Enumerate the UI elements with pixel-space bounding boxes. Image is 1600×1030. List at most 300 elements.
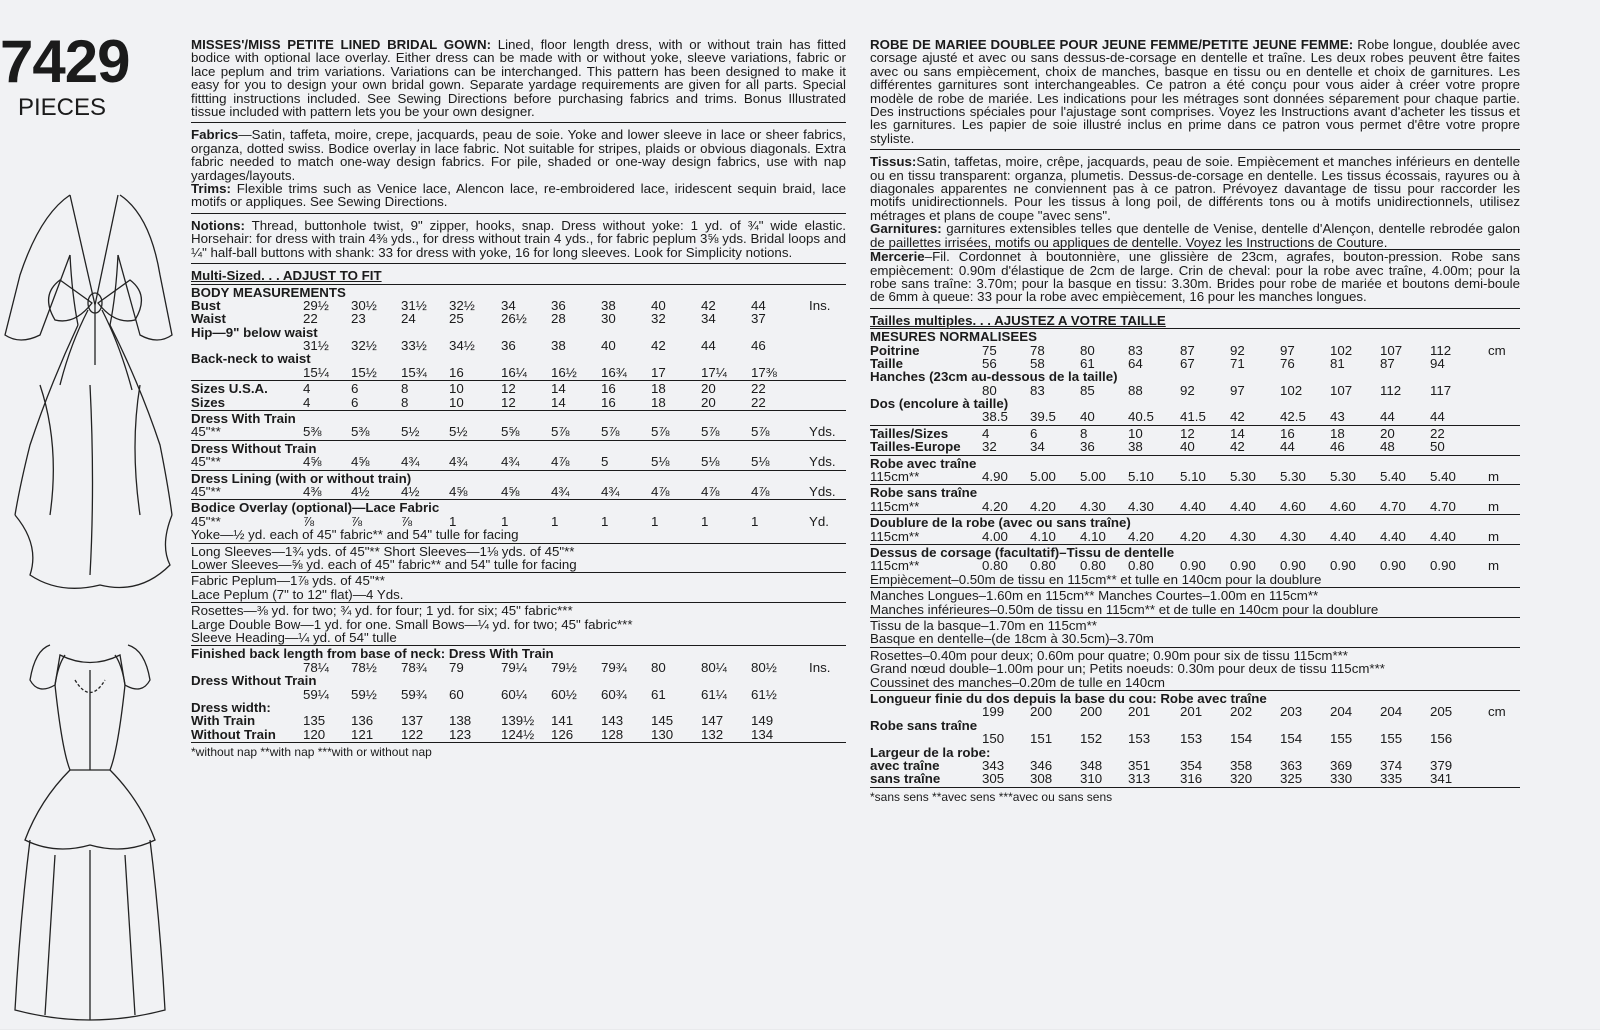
size-value: 0.90 [1230, 558, 1256, 574]
size-value: 135 [303, 713, 326, 729]
size-value: 5 [601, 454, 609, 470]
sizes-table [191, 382, 846, 411]
row-label: 45"** [191, 424, 221, 440]
size-value: 32½ [351, 338, 377, 354]
size-value: 38 [1128, 439, 1143, 455]
lining-yardage [191, 472, 846, 501]
size-value: 78 [1030, 342, 1045, 358]
size-row [191, 425, 846, 438]
size-value: 60½ [551, 686, 577, 702]
size-value: 141 [551, 713, 574, 729]
size-value: 34 [501, 297, 516, 313]
fr-description-block [870, 38, 1520, 150]
overlay-yardage [191, 501, 846, 543]
size-value: 4.00 [982, 528, 1008, 544]
text-line: Garnitures: [870, 221, 942, 237]
size-value: 4⅝ [449, 483, 468, 499]
size-value: 4.90 [982, 469, 1008, 485]
size-value: 17¼ [701, 364, 727, 380]
size-value: ⅞ [351, 513, 363, 529]
text-line: BODY MEASUREMENTS [191, 284, 346, 300]
size-value: 369 [1330, 757, 1353, 773]
size-value: 139½ [501, 713, 535, 729]
size-value: 44 [701, 338, 716, 354]
bust-row [191, 299, 846, 312]
size-value: 4.40 [1430, 528, 1456, 544]
size-value: 1 [701, 513, 709, 529]
size-value: 0.80 [1080, 558, 1106, 574]
size-value: 107 [1330, 382, 1353, 398]
text-line: Dress Lining (with or without train) [191, 470, 412, 486]
text-line: Robe sans traîne [870, 485, 978, 501]
size-value: 16¾ [601, 364, 627, 380]
size-value: 32½ [449, 297, 475, 313]
size-value: 5⅝ [501, 424, 520, 440]
text-line: Robe avec traîne [870, 455, 977, 471]
size-value: 205 [1430, 704, 1453, 720]
text-line: Dress Without Train [191, 673, 317, 689]
text-line: Yoke—½ yd. each of 45" fabric** and 54" tulle for facing [191, 527, 519, 543]
size-value: 31½ [401, 297, 427, 313]
size-value: 4¾ [401, 454, 420, 470]
text-line: Lower Sleeves—⅝ yd. each of 45" fabric** and 54" tulle for facing [191, 556, 577, 572]
text-line: Flexible trims such as Venice lace, Alencon lace, re-embroidered lace, iridescent sequin braid, lace motifs or appliques. See Sewing Directions. [191, 181, 846, 210]
size-value: 22 [751, 394, 766, 410]
hip-label: Hip—9" below waist [191, 324, 318, 340]
size-value: 38.5 [982, 409, 1008, 425]
size-value: 4.30 [1128, 498, 1154, 514]
size-value: 17⅜ [751, 364, 777, 380]
size-value: 0.80 [982, 558, 1008, 574]
row-label: With Train [191, 713, 256, 729]
size-value: 4.10 [1080, 528, 1106, 544]
text-line: —Satin, taffeta, moire, crepe, jacquards, peau de soie. Yoke and lower sleeve in lace or sheer fabrics, organza, dotted swiss. Bodice overlay in lace fabric. Not suitable for stripes, plaids or obvious diagonals. Extra fabric needed to match one-way design fabrics. For pile, shaded or one-way design fabrics, use with nap yardages/layouts. [191, 127, 846, 183]
text-line: Satin, taffetas, moire, crêpe, jacquards, peau de soie. Empiècement et manches inférieurs en dentelle ou en tissu transparent: organza, plumetis. Dessus-de-corsage en dentelle. Les tissus écossais, rayures ou à diagonales apparentes ne conviennent pas à ce patron. Prévoyez davantage de tissu pour raccorder les motifs unidirectionnels. Pour les tissus à long poil, de différents tons ou à motifs unidirectionnels, utilisez métrages et plans de coupe "avec sens". [870, 154, 1520, 223]
size-value: 12 [501, 394, 516, 410]
size-value: 12 [501, 381, 516, 397]
size-value: 30 [601, 311, 616, 327]
size-value: 136 [351, 713, 374, 729]
size-row [870, 470, 1520, 483]
size-value: 22 [303, 311, 318, 327]
size-value: 81 [1330, 355, 1345, 371]
size-value: 5⅞ [701, 424, 720, 440]
size-value: 0.90 [1330, 558, 1356, 574]
size-value: 71 [1230, 355, 1245, 371]
size-value: 5.30 [1230, 469, 1256, 485]
size-value: 346 [1030, 757, 1053, 773]
fr-sleeves-yardage [870, 589, 1520, 618]
size-value: 97 [1230, 382, 1245, 398]
row-label: Tailles/Sizes [870, 425, 949, 441]
size-row [191, 688, 846, 701]
size-value: 38 [601, 297, 616, 313]
size-value: 379 [1430, 757, 1453, 773]
size-value: 4.20 [982, 498, 1008, 514]
text-line: Multi-Sized. . . ADJUST TO FIT [191, 268, 382, 284]
size-value: 137 [401, 713, 424, 729]
size-value: 79½ [551, 659, 577, 675]
size-value: 1 [449, 513, 457, 529]
sizes-usa-row [191, 382, 846, 395]
size-row [870, 440, 1520, 453]
size-value: 80¼ [701, 659, 727, 675]
size-value: 36 [1080, 439, 1095, 455]
size-value: 107 [1380, 342, 1403, 358]
size-row [191, 515, 846, 528]
gown-back-view-illustration [0, 185, 180, 605]
size-value: 14 [551, 394, 566, 410]
size-value: 80 [1080, 342, 1095, 358]
french-footnote: *sans sens **avec sens ***avec ou sans sens [870, 789, 1113, 804]
size-value: 4.40 [1180, 498, 1206, 514]
size-value: 60 [449, 686, 464, 702]
text-line: Finished back length from base of neck: Dress With Train [191, 646, 554, 662]
size-value: 0.90 [1380, 558, 1406, 574]
fr-body-measurements-table [870, 330, 1520, 426]
size-value: 147 [701, 713, 724, 729]
size-value: 28 [551, 311, 566, 327]
size-value: 79¼ [501, 659, 527, 675]
row-label: Sizes U.S.A. [191, 381, 268, 397]
fr-overlay-yardage [870, 546, 1520, 588]
size-value: 4⅞ [701, 483, 720, 499]
text-line: Fabric Peplum—1⅞ yds. of 45"** [191, 573, 385, 589]
text-line: Longueur finie du dos depuis la base du cou: Robe avec traîne [870, 691, 1267, 707]
size-row [191, 714, 846, 727]
fr-mercerie-block [870, 249, 1520, 309]
size-value: 40 [651, 297, 666, 313]
dress-notrain-yardage [191, 442, 846, 471]
size-value: 130 [651, 726, 674, 742]
row-label: Waist [191, 311, 226, 327]
size-value: 67 [1180, 355, 1195, 371]
size-value: 20 [1380, 425, 1395, 441]
size-value: 30½ [351, 297, 377, 313]
size-value: 4⅜ [303, 483, 322, 499]
text-line: Basque en dentelle–(de 18cm à 30.5cm)–3.70m [870, 631, 1154, 647]
size-value: 40 [601, 338, 616, 354]
size-value: 204 [1330, 704, 1353, 720]
text-line: Hanches (23cm au-dessous de la taille) [870, 369, 1118, 385]
row-label: Without Train [191, 726, 276, 742]
fr-trims-yardage [870, 649, 1520, 691]
size-value: 76 [1280, 355, 1295, 371]
text-line: Thread, buttonhole twist, 9" zipper, hooks, snap. Dress without yoke: 1 yd. of ¾" wide elastic. Horsehair: for dress with train 4⅜ yds., for dress without train 4 yds., for fabric peplum 3⅝ yds. Bridal loops and ¼" half-ball buttons with shank: 33 for dress with yoke, 16 for long sleeves. Look for Simplicity notions. [191, 217, 846, 260]
size-value: 80 [651, 659, 666, 675]
size-value: 4.40 [1230, 498, 1256, 514]
size-value: 41.5 [1180, 409, 1206, 425]
pieces-label: PIECES [18, 94, 107, 121]
size-value: 4¾ [449, 454, 468, 470]
text-line: Trims: [191, 181, 231, 197]
size-value: 5.40 [1380, 469, 1406, 485]
size-value: 5⅛ [701, 454, 720, 470]
size-value: 4⅞ [751, 483, 770, 499]
size-value: 363 [1280, 757, 1303, 773]
unit-label: Ins. [809, 297, 831, 313]
size-value: 1 [501, 513, 509, 529]
size-value: 58 [1030, 355, 1045, 371]
size-value: 155 [1330, 731, 1353, 747]
row-label: 45"** [191, 454, 221, 470]
row-label: 45"** [191, 483, 221, 499]
size-row [191, 485, 846, 498]
size-value: 348 [1080, 757, 1103, 773]
unit-label: m [1488, 498, 1500, 514]
size-value: 0.90 [1180, 558, 1206, 574]
size-value: 330 [1330, 771, 1353, 787]
unit-label: Yd. [809, 513, 829, 529]
size-value: 351 [1128, 757, 1151, 773]
text-line: Dress width: [191, 699, 271, 715]
size-value: 5⅞ [651, 424, 670, 440]
size-value: 16 [601, 394, 616, 410]
size-value: 80½ [751, 659, 777, 675]
size-value: 335 [1380, 771, 1403, 787]
fr-tissus-block [870, 155, 1520, 249]
size-value: 60¾ [601, 686, 627, 702]
size-value: 152 [1080, 731, 1103, 747]
sizes-row [191, 396, 846, 409]
backneck-row [191, 366, 846, 379]
text-line: Long Sleeves—1¾ yds. of 45"** Short Sleeves—1⅛ yds. of 45"** [191, 543, 575, 559]
size-value: 15¾ [401, 364, 427, 380]
size-value: 16 [601, 381, 616, 397]
size-value: 320 [1230, 771, 1253, 787]
size-value: 112 [1380, 382, 1402, 398]
row-label: Sizes [191, 394, 226, 410]
fr-finished-measurements [870, 692, 1520, 788]
size-value: 38 [551, 338, 566, 354]
size-value: 4½ [401, 483, 420, 499]
size-value: 313 [1128, 771, 1151, 787]
size-value: 0.90 [1430, 558, 1456, 574]
size-value: 200 [1030, 704, 1053, 720]
body-measurements-table [191, 286, 846, 382]
text-line: Tailles multiples. . . AJUSTEZ A VOTRE TAILLE [870, 312, 1166, 328]
fr-dress-notrain-yardage [870, 486, 1520, 515]
size-value: 4 [303, 381, 311, 397]
size-value: 43 [1330, 409, 1345, 425]
size-value: 60¼ [501, 686, 527, 702]
unit-label: Yds. [809, 424, 836, 440]
size-value: 308 [1030, 771, 1053, 787]
row-label: sans traîne [870, 771, 941, 787]
size-row [870, 500, 1520, 513]
size-value: 5½ [401, 424, 420, 440]
row-label: 115cm** [870, 528, 920, 544]
size-value: 316 [1180, 771, 1203, 787]
size-value: 44 [1430, 409, 1445, 425]
size-value: 61¼ [701, 686, 727, 702]
size-value: 39.5 [1030, 409, 1056, 425]
size-row [870, 384, 1520, 397]
size-value: 5⅛ [651, 454, 670, 470]
waist-row [191, 312, 846, 325]
size-value: 83 [1030, 382, 1045, 398]
size-value: 4.40 [1330, 528, 1356, 544]
size-value: 34 [1030, 439, 1045, 455]
size-value: 1 [551, 513, 559, 529]
size-value: 16¼ [501, 364, 527, 380]
text-line: Sleeve Heading—¼ yd. of 54" tulle [191, 630, 397, 645]
size-value: 46 [751, 338, 766, 354]
size-value: 358 [1230, 757, 1253, 773]
size-value: 5.00 [1080, 469, 1106, 485]
text-line: MISSES'/MISS PETITE LINED BRIDAL GOWN: [191, 37, 491, 52]
size-value: 33½ [401, 338, 427, 354]
text-line: Fabrics [191, 127, 239, 143]
size-value: 8 [401, 381, 409, 397]
size-value: 75 [982, 342, 997, 358]
size-value: 156 [1430, 731, 1453, 747]
row-label: 115cm** [870, 469, 920, 485]
text-line: Large Double Bow—1 yd. for one. Small Bows—¼ yd. for two; 45" fabric*** [191, 616, 633, 632]
row-label: Taille [870, 355, 904, 371]
size-value: 154 [1280, 731, 1303, 747]
text-line: Manches inférieures–0.50m de tissu en 115cm** et de tulle en 140cm pour la doublure [870, 601, 1379, 617]
size-row [870, 705, 1520, 718]
size-value: 4⅝ [351, 454, 370, 470]
size-value: 132 [701, 726, 724, 742]
size-value: 36 [501, 338, 516, 354]
row-label: 115cm** [870, 558, 920, 574]
text-line: Largeur de la robe: [870, 744, 991, 760]
size-value: 16 [1280, 425, 1295, 441]
size-value: 31½ [303, 338, 329, 354]
unit-label: cm [1488, 342, 1506, 358]
size-value: 4.30 [1280, 528, 1306, 544]
size-value: 4⅞ [551, 454, 570, 470]
size-value: 79¾ [601, 659, 627, 675]
size-value: 18 [651, 394, 666, 410]
size-value: 22 [1430, 425, 1445, 441]
size-value: 4 [982, 425, 990, 441]
size-value: 17 [651, 364, 666, 380]
row-label: Tailles-Europe [870, 439, 961, 455]
text-line: Rosettes—⅜ yd. for two; ¾ yd. for four; 1 yd. for six; 45" fabric*** [191, 603, 573, 619]
size-row [191, 661, 846, 674]
row-label: avec traîne [870, 757, 940, 773]
size-value: 201 [1180, 704, 1203, 720]
size-value: 153 [1128, 731, 1151, 747]
size-value: 78¾ [401, 659, 427, 675]
size-value: 88 [1128, 382, 1143, 398]
size-row [870, 772, 1520, 785]
size-value: 4.30 [1080, 498, 1106, 514]
size-value: 1 [651, 513, 659, 529]
trims-yardage [191, 604, 846, 646]
size-value: 4¾ [601, 483, 620, 499]
english-footnote: *without nap **with nap ***with or without nap [191, 745, 432, 760]
size-value: 1 [601, 513, 609, 529]
size-value: 10 [449, 381, 464, 397]
size-value: 6 [351, 381, 359, 397]
size-value: 59½ [351, 686, 377, 702]
size-value: 44 [1280, 439, 1295, 455]
size-value: 78¼ [303, 659, 329, 675]
size-row [870, 344, 1520, 357]
text-line: Empiècement–0.50m de tissu en 115cm** et tulle en 140cm pour la doublure [870, 571, 1322, 587]
finished-measurements [191, 647, 846, 743]
size-value: 305 [982, 771, 1005, 787]
size-value: 44 [1380, 409, 1395, 425]
size-value: 32 [982, 439, 997, 455]
unit-label: m [1488, 469, 1500, 485]
size-value: 94 [1430, 355, 1445, 371]
size-value: 79 [449, 659, 464, 675]
size-row [870, 410, 1520, 423]
size-value: 32 [651, 311, 666, 327]
sleeves-yardage [191, 545, 846, 574]
size-value: 42 [651, 338, 666, 354]
size-value: 24 [401, 311, 416, 327]
size-value: 5.10 [1128, 469, 1154, 485]
size-value: 341 [1430, 771, 1453, 787]
size-value: 0.80 [1030, 558, 1056, 574]
size-value: 117 [1430, 382, 1452, 398]
size-value: 1 [751, 513, 759, 529]
size-value: 4.60 [1280, 498, 1306, 514]
size-value: 61 [651, 686, 666, 702]
size-value: 20 [701, 381, 716, 397]
size-chart-header [191, 269, 846, 284]
size-value: 34 [701, 311, 716, 327]
text-line: Doublure de la robe (avec ou sans traîne) [870, 515, 1131, 531]
fr-size-chart-header [870, 314, 1520, 329]
size-value: 5.10 [1180, 469, 1206, 485]
size-row [870, 357, 1520, 370]
size-value: 83 [1128, 342, 1143, 358]
size-value: 143 [601, 713, 624, 729]
text-line: Bodice Overlay (optional)—Lace Fabric [191, 500, 440, 516]
size-value: 5⅜ [351, 424, 370, 440]
size-value: 29½ [303, 297, 329, 313]
size-value: 123 [449, 726, 472, 742]
size-value: 153 [1180, 731, 1203, 747]
size-value: 4.40 [1380, 528, 1406, 544]
fr-lining-yardage [870, 516, 1520, 545]
size-value: 122 [401, 726, 424, 742]
size-value: 23 [351, 311, 366, 327]
text-line: Lined, floor length dress, with or without train has fitted bodice with optional lace overlay. Either dress can be made with or without yoke, sleeve variations, fabric or lace peplum and trim variations. Variations can be interchanged. This pattern has been designed to make it easy for you to design your own bridal gown. Separate yardage requirements are given for all parts. Special fittting instructions included. See Sewing Directions before purchasing fabrics and trims. Bonus Illustrated tissue included with pattern lets you be your own designer. [191, 37, 847, 120]
size-value: 5.30 [1330, 469, 1356, 485]
size-value: 87 [1180, 342, 1195, 358]
size-value: 42 [1230, 439, 1245, 455]
size-value: 5.40 [1430, 469, 1456, 485]
size-value: 56 [982, 355, 997, 371]
size-row [870, 530, 1520, 543]
size-row [191, 728, 846, 741]
notions-block [191, 219, 846, 264]
size-value: 59¾ [401, 686, 427, 702]
text-line: Dress With Train [191, 411, 296, 427]
size-value: 0.80 [1128, 558, 1154, 574]
size-row [191, 455, 846, 468]
size-value: 199 [982, 704, 1005, 720]
peplum-yardage [191, 574, 846, 603]
size-value: 40 [1080, 409, 1095, 425]
size-value: 34½ [449, 338, 475, 354]
size-row [870, 427, 1520, 440]
size-value: 145 [651, 713, 674, 729]
size-value: 78½ [351, 659, 377, 675]
unit-label: m [1488, 558, 1500, 574]
size-value: 4¾ [501, 454, 520, 470]
size-value: 154 [1230, 731, 1253, 747]
size-value: 80 [982, 382, 997, 398]
